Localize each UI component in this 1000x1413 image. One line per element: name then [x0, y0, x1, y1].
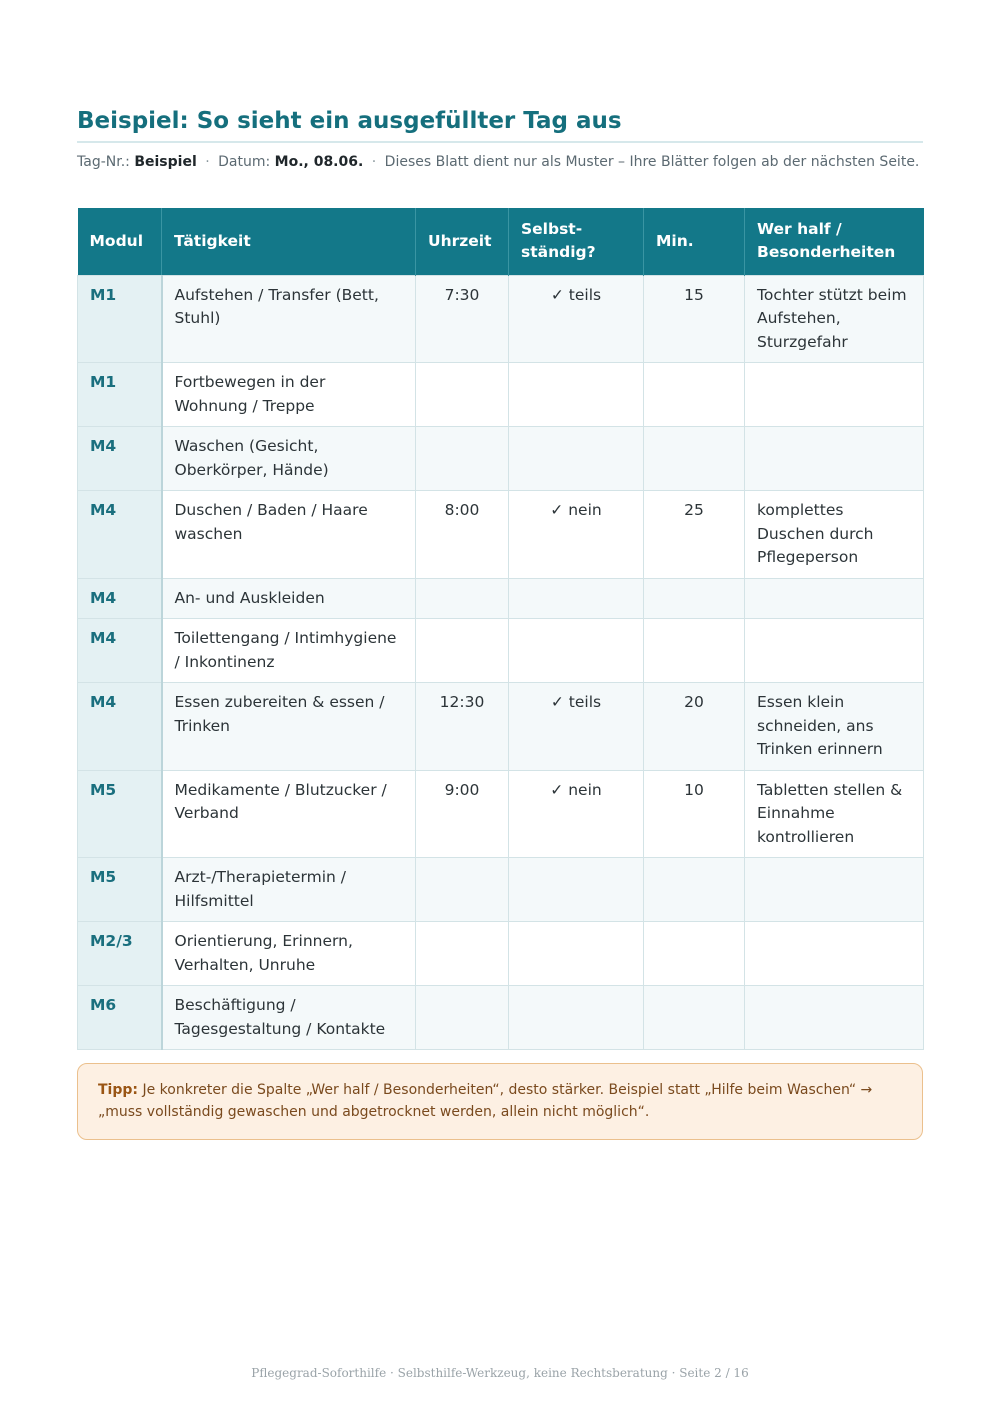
uhrzeit-cell	[416, 427, 509, 491]
table-row	[78, 986, 924, 1050]
min-cell: 25	[644, 491, 745, 579]
table-row	[78, 922, 924, 986]
table-body	[78, 275, 924, 1050]
selbststaendig-cell	[509, 363, 644, 427]
datum-label: Datum:	[218, 154, 271, 170]
wer-half-cell: Tochter stützt beim Aufstehen, Sturzgefahr	[745, 275, 924, 363]
meta-separator: ·	[371, 154, 377, 170]
selbststaendig-cell: ✓ teils	[509, 275, 644, 363]
wer-half-cell	[745, 858, 924, 922]
uhrzeit-cell	[416, 922, 509, 986]
taetigkeit-cell: Medikamente / Blutzucker / Verband	[162, 770, 416, 858]
uhrzeit-cell	[416, 986, 509, 1050]
table-row	[78, 427, 924, 491]
taetigkeit-cell: Aufstehen / Transfer (Bett, Stuhl)	[162, 275, 416, 363]
table-header-row	[78, 208, 924, 275]
modul-cell: M4	[78, 578, 162, 619]
uhrzeit-cell: 7:30	[416, 275, 509, 363]
min-cell: 20	[644, 683, 745, 771]
modul-cell: M4	[78, 427, 162, 491]
table-row	[78, 619, 924, 683]
taetigkeit-cell: Waschen (Gesicht, Oberkörper, Hände)	[162, 427, 416, 491]
meta-separator: ·	[205, 154, 210, 170]
taetigkeit-cell: Essen zubereiten & essen / Trinken	[162, 683, 416, 771]
header-wer-half	[745, 208, 924, 275]
taetigkeit-cell: An- und Auskleiden	[162, 578, 416, 619]
min-cell	[644, 986, 745, 1050]
page-title: Beispiel: So sieht ein ausgefüllter Tag aus	[77, 108, 622, 134]
wer-half-cell: Essen klein schneiden, ans Trinken erinnern	[745, 683, 924, 771]
min-cell: 15	[644, 275, 745, 363]
tip-label: Tipp:	[98, 1082, 138, 1098]
modul-cell: M4	[78, 683, 162, 771]
min-cell	[644, 363, 745, 427]
header-wer-line1: Wer half /	[757, 219, 842, 238]
page-footer: Pflegegrad-Soforthilfe · Selbsthilfe-Werkzeug, keine Rechtsberatung · Seite 2 / 16	[251, 1366, 749, 1380]
min-cell	[644, 427, 745, 491]
uhrzeit-cell: 12:30	[416, 683, 509, 771]
uhrzeit-cell	[416, 619, 509, 683]
min-cell	[644, 619, 745, 683]
header-selbst-line2: ständig?	[521, 243, 596, 262]
table-row	[78, 858, 924, 922]
min-cell	[644, 578, 745, 619]
selbststaendig-cell: ✓ teils	[509, 683, 644, 771]
modul-cell: M2/3	[78, 922, 162, 986]
selbststaendig-cell: ✓ nein	[509, 770, 644, 858]
tag-label: Tag-Nr.:	[77, 154, 130, 170]
header-selbststaendig	[509, 208, 644, 275]
header-uhrzeit: Uhrzeit	[416, 208, 509, 275]
taetigkeit-cell: Toilettengang / Intimhygiene / Inkontinenz	[162, 619, 416, 683]
selbststaendig-cell: ✓ nein	[509, 491, 644, 579]
wer-half-cell	[745, 619, 924, 683]
taetigkeit-cell: Fortbewegen in der Wohnung / Treppe	[162, 363, 416, 427]
table-row	[78, 491, 924, 579]
modul-cell: M5	[78, 770, 162, 858]
activity-table	[77, 208, 924, 1050]
meta-line	[77, 151, 923, 173]
header-taetigkeit: Tätigkeit	[162, 208, 416, 275]
table-row	[78, 363, 924, 427]
modul-cell: M4	[78, 491, 162, 579]
uhrzeit-cell: 9:00	[416, 770, 509, 858]
taetigkeit-cell: Arzt-/Therapietermin / Hilfsmittel	[162, 858, 416, 922]
header-min: Min.	[644, 208, 745, 275]
wer-half-cell	[745, 986, 924, 1050]
taetigkeit-cell: Orientierung, Erinnern, Verhalten, Unruhe	[162, 922, 416, 986]
taetigkeit-cell: Duschen / Baden / Haare waschen	[162, 491, 416, 579]
wer-half-cell	[745, 578, 924, 619]
wer-half-cell: Tabletten stellen & Einnahme kontrollieren	[745, 770, 924, 858]
wer-half-cell	[745, 922, 924, 986]
datum-value: Mo., 08.06.	[274, 154, 364, 170]
wer-half-cell	[745, 363, 924, 427]
uhrzeit-cell	[416, 858, 509, 922]
meta-note: Dieses Blatt dient nur als Muster – Ihre Blätter folgen ab der nächsten Seite.	[384, 154, 920, 170]
uhrzeit-cell	[416, 578, 509, 619]
selbststaendig-cell	[509, 922, 644, 986]
tip-box	[77, 1063, 923, 1140]
selbststaendig-cell	[509, 858, 644, 922]
table-row	[78, 770, 924, 858]
header-wer-line2: Besonderheiten	[757, 243, 896, 262]
modul-cell: M4	[78, 619, 162, 683]
tag-value: Beispiel	[134, 154, 197, 170]
min-cell	[644, 922, 745, 986]
uhrzeit-cell	[416, 363, 509, 427]
modul-cell: M5	[78, 858, 162, 922]
modul-cell: M1	[78, 275, 162, 363]
modul-cell: M1	[78, 363, 162, 427]
modul-cell: M6	[78, 986, 162, 1050]
selbststaendig-cell	[509, 578, 644, 619]
header-selbst-line1: Selbst-	[521, 219, 583, 238]
table-row	[78, 275, 924, 363]
selbststaendig-cell	[509, 619, 644, 683]
wer-half-cell	[745, 427, 924, 491]
table-row	[78, 683, 924, 771]
title-divider	[77, 141, 923, 143]
min-cell	[644, 858, 745, 922]
header-modul: Modul	[78, 208, 162, 275]
wer-half-cell: komplettes Duschen durch Pflegeperson	[745, 491, 924, 579]
selbststaendig-cell	[509, 986, 644, 1050]
taetigkeit-cell: Beschäftigung / Tagesgestaltung / Kontakte	[162, 986, 416, 1050]
uhrzeit-cell: 8:00	[416, 491, 509, 579]
selbststaendig-cell	[509, 427, 644, 491]
table-row	[78, 578, 924, 619]
tip-text: Je konkreter die Spalte „Wer half / Besonderheiten“, desto stärker. Beispiel statt „Hilfe beim Waschen“ → „muss vollständig gewaschen und abgetrocknet werden, allein nicht möglich“.	[98, 1082, 873, 1120]
min-cell: 10	[644, 770, 745, 858]
